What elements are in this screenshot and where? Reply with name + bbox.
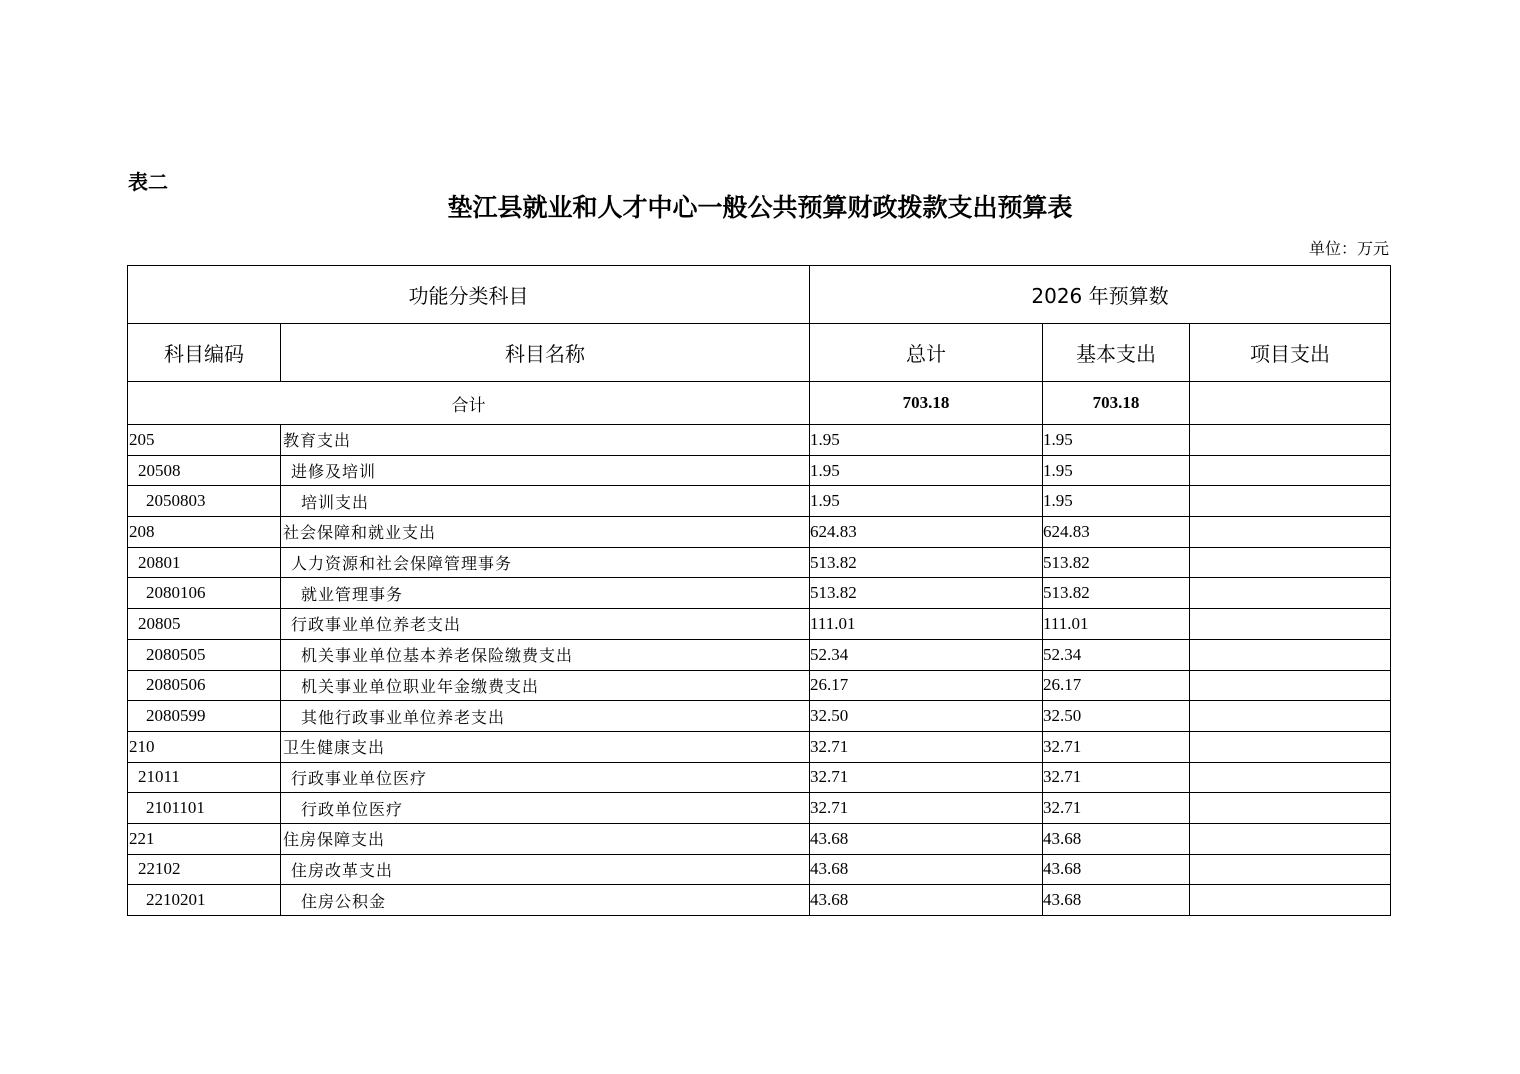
row-code: 2080106 — [128, 578, 281, 609]
row-project — [1190, 885, 1391, 916]
row-name: 其他行政事业单位养老支出 — [281, 701, 810, 732]
header-budget-group: 2026 年预算数 — [810, 266, 1391, 324]
row-code: 2080506 — [128, 670, 281, 701]
row-total: 52.34 — [810, 639, 1043, 670]
row-total: 32.71 — [810, 793, 1043, 824]
row-total: 1.95 — [810, 425, 1043, 456]
row-basic: 111.01 — [1043, 609, 1190, 640]
table-row — [128, 578, 1391, 609]
row-total: 32.50 — [810, 701, 1043, 732]
header-basic: 基本支出 — [1043, 324, 1190, 382]
total-basic: 703.18 — [1043, 382, 1190, 425]
row-project — [1190, 762, 1391, 793]
row-project — [1190, 823, 1391, 854]
header-group-row — [128, 266, 1391, 324]
row-code: 20508 — [128, 455, 281, 486]
document-title: 垫江县就业和人才中心一般公共预算财政拨款支出预算表 — [447, 193, 1073, 222]
row-name: 进修及培训 — [281, 455, 810, 486]
row-code: 21011 — [128, 762, 281, 793]
row-project — [1190, 701, 1391, 732]
budget-table — [127, 265, 1391, 916]
row-total: 1.95 — [810, 455, 1043, 486]
row-basic: 26.17 — [1043, 670, 1190, 701]
table-row — [128, 885, 1391, 916]
table-row — [128, 793, 1391, 824]
header-code: 科目编码 — [128, 324, 281, 382]
row-name: 机关事业单位职业年金缴费支出 — [281, 670, 810, 701]
row-total: 513.82 — [810, 578, 1043, 609]
row-project — [1190, 731, 1391, 762]
row-name: 卫生健康支出 — [281, 731, 810, 762]
table-row — [128, 823, 1391, 854]
row-total: 624.83 — [810, 517, 1043, 548]
header-column-row — [128, 324, 1391, 382]
row-total: 26.17 — [810, 670, 1043, 701]
total-label: 合计 — [128, 382, 810, 425]
row-name: 社会保障和就业支出 — [281, 517, 810, 548]
row-name: 行政单位医疗 — [281, 793, 810, 824]
table-row — [128, 639, 1391, 670]
row-code: 2210201 — [128, 885, 281, 916]
row-code: 2050803 — [128, 486, 281, 517]
row-basic: 1.95 — [1043, 455, 1190, 486]
row-code: 205 — [128, 425, 281, 456]
total-row — [128, 382, 1391, 425]
row-project — [1190, 425, 1391, 456]
row-total: 32.71 — [810, 731, 1043, 762]
row-project — [1190, 517, 1391, 548]
row-basic: 43.68 — [1043, 823, 1190, 854]
row-name: 机关事业单位基本养老保险缴费支出 — [281, 639, 810, 670]
row-basic: 1.95 — [1043, 486, 1190, 517]
row-project — [1190, 486, 1391, 517]
row-project — [1190, 609, 1391, 640]
row-total: 32.71 — [810, 762, 1043, 793]
row-code: 210 — [128, 731, 281, 762]
row-project — [1190, 670, 1391, 701]
row-code: 2101101 — [128, 793, 281, 824]
row-code: 22102 — [128, 854, 281, 885]
row-code: 2080505 — [128, 639, 281, 670]
table-row — [128, 701, 1391, 732]
table-label: 表二 — [128, 170, 168, 194]
header-name: 科目名称 — [281, 324, 810, 382]
table-row — [128, 455, 1391, 486]
row-total: 43.68 — [810, 885, 1043, 916]
row-name: 人力资源和社会保障管理事务 — [281, 547, 810, 578]
row-total: 1.95 — [810, 486, 1043, 517]
row-basic: 32.50 — [1043, 701, 1190, 732]
row-total: 43.68 — [810, 854, 1043, 885]
row-total: 513.82 — [810, 547, 1043, 578]
row-basic: 32.71 — [1043, 762, 1190, 793]
total-project — [1190, 382, 1391, 425]
row-name: 住房公积金 — [281, 885, 810, 916]
row-name: 住房保障支出 — [281, 823, 810, 854]
row-basic: 1.95 — [1043, 425, 1190, 456]
row-name: 住房改革支出 — [281, 854, 810, 885]
row-code: 20801 — [128, 547, 281, 578]
row-project — [1190, 547, 1391, 578]
row-name: 行政事业单位医疗 — [281, 762, 810, 793]
header-project: 项目支出 — [1190, 324, 1391, 382]
row-basic: 513.82 — [1043, 547, 1190, 578]
row-project — [1190, 854, 1391, 885]
row-code: 221 — [128, 823, 281, 854]
row-basic: 624.83 — [1043, 517, 1190, 548]
row-project — [1190, 455, 1391, 486]
row-project — [1190, 578, 1391, 609]
row-name: 行政事业单位养老支出 — [281, 609, 810, 640]
row-project — [1190, 639, 1391, 670]
row-code: 2080599 — [128, 701, 281, 732]
row-name: 就业管理事务 — [281, 578, 810, 609]
row-basic: 32.71 — [1043, 793, 1190, 824]
header-total: 总计 — [810, 324, 1043, 382]
unit-label: 单位：万元 — [1308, 239, 1389, 258]
row-basic: 32.71 — [1043, 731, 1190, 762]
row-code: 208 — [128, 517, 281, 548]
total-sum: 703.18 — [810, 382, 1043, 425]
row-code: 20805 — [128, 609, 281, 640]
table-row — [128, 547, 1391, 578]
table-row — [128, 670, 1391, 701]
table-row — [128, 425, 1391, 456]
row-name: 培训支出 — [281, 486, 810, 517]
table-row — [128, 762, 1391, 793]
table-row — [128, 517, 1391, 548]
table-row — [128, 731, 1391, 762]
table-row — [128, 854, 1391, 885]
table-row — [128, 486, 1391, 517]
row-total: 43.68 — [810, 823, 1043, 854]
row-project — [1190, 793, 1391, 824]
header-subject-group: 功能分类科目 — [128, 266, 810, 324]
row-basic: 513.82 — [1043, 578, 1190, 609]
row-basic: 43.68 — [1043, 854, 1190, 885]
row-name: 教育支出 — [281, 425, 810, 456]
row-basic: 52.34 — [1043, 639, 1190, 670]
row-total: 111.01 — [810, 609, 1043, 640]
row-basic: 43.68 — [1043, 885, 1190, 916]
table-row — [128, 609, 1391, 640]
